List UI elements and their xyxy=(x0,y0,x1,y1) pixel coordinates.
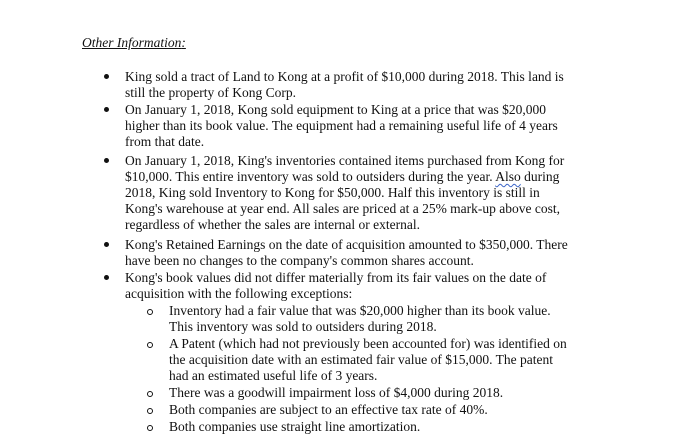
sub-list-item xyxy=(169,336,567,384)
heading-text: Other Information xyxy=(82,35,182,50)
list-item-line: acquisition with the following exceptions: xyxy=(125,286,353,301)
list-item-line: On January 1, 2018, Kong sold equipment to King at a price that was $20,000 xyxy=(125,102,547,117)
list-item-line: On January 1, 2018, King's inventories contained items purchased from Kong for xyxy=(125,153,565,168)
list-item-line: have been no changes to the company's common shares account. xyxy=(125,253,474,268)
sub-bullet-point xyxy=(147,309,153,315)
bullet-point xyxy=(104,275,109,280)
bullet-point xyxy=(104,242,109,247)
list-item-line: regardless of whether the sales are internal or external. xyxy=(125,217,420,232)
list-item xyxy=(125,153,564,233)
list-item xyxy=(125,102,558,150)
sub-bullet-point xyxy=(147,342,153,348)
line-text: during xyxy=(520,169,560,184)
sub-list-item-line: A Patent (which had not previously been accounted for) was identified on xyxy=(169,336,567,351)
list-item-line: from that date. xyxy=(125,134,205,149)
bullet-point xyxy=(104,158,109,163)
spellcheck-flagged-word[interactable]: Also xyxy=(495,169,521,184)
list-item xyxy=(125,69,564,101)
sub-list-item xyxy=(169,419,420,435)
sub-list-item-line: Both companies are subject to an effective tax rate of 40%. xyxy=(169,402,488,417)
list-item xyxy=(125,237,568,269)
sub-list-item xyxy=(169,385,503,401)
sub-list-item-line: Inventory had a fair value that was $20,000 higher than its book value. xyxy=(169,303,551,318)
sub-list-item-line: had an estimated useful life of 3 years. xyxy=(169,368,378,383)
sub-list-item xyxy=(169,402,488,418)
bullet-point xyxy=(104,74,109,79)
sub-list-item-line: This inventory was sold to outsiders during 2018. xyxy=(169,319,437,334)
list-item xyxy=(125,270,546,302)
list-item-line: King sold a tract of Land to Kong at a profit of $10,000 during 2018. This land is xyxy=(125,69,564,84)
section-heading xyxy=(82,35,186,51)
sub-bullet-point xyxy=(147,425,153,431)
sub-list-item xyxy=(169,303,551,335)
heading-colon: : xyxy=(181,35,186,50)
sub-list-item-line: Both companies use straight line amortization. xyxy=(169,419,421,434)
sub-list-item-line: the acquisition date with an estimated fair value of $15,000. The patent xyxy=(169,352,554,367)
sub-bullet-point xyxy=(147,391,153,397)
list-item-line: Kong's book values did not differ materially from its fair values on the date of xyxy=(125,270,547,285)
list-item-line: Kong's Retained Earnings on the date of acquisition amounted to $350,000. There xyxy=(125,237,568,252)
list-item-line: still the property of Kong Corp. xyxy=(125,85,296,100)
list-item-line: 2018, King sold Inventory to Kong for $50,000. Half this inventory is still in xyxy=(125,185,540,200)
list-item-line xyxy=(125,169,564,185)
sub-bullet-point xyxy=(147,408,153,414)
bullet-point xyxy=(104,107,109,112)
sub-list-item-line: There was a goodwill impairment loss of $4,000 during 2018. xyxy=(169,385,504,400)
list-item-line: higher than its book value. The equipment had a remaining useful life of 4 years xyxy=(125,118,558,133)
list-item-line: Kong's warehouse at year end. All sales are priced at a 25% mark-up above cost, xyxy=(125,201,561,216)
line-text: $10,000. This entire inventory was sold to outsiders during the year. xyxy=(125,169,493,184)
